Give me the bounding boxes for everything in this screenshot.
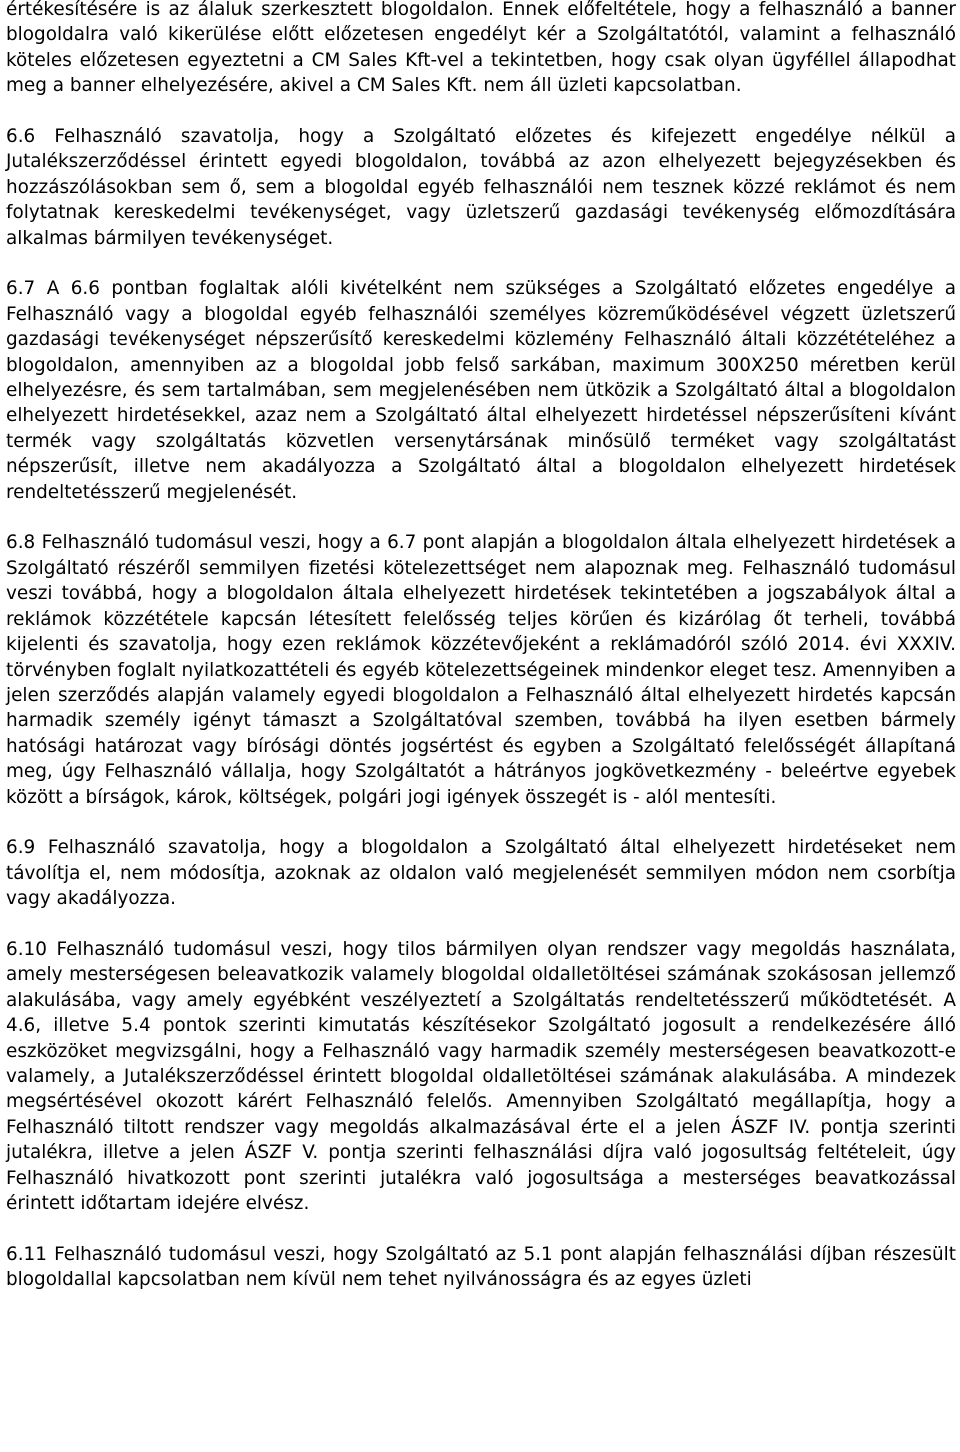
paragraph-6-9: 6.9 Felhasználó szavatolja, hogy a blogoldalon a Szolgáltató által elhelyezett hirdetéseket nem távolítja el, nem módosítja, azoknak az oldalon való megjelenését semmilyen módon nem csorbítja vagy akadályozza. <box>6 837 956 910</box>
paragraph-6-8: 6.8 Felhasználó tudomásul veszi, hogy a 6.7 pont alapján a blogoldalon általa elhelyezett hirdetések a Szolgáltató részéről semmilyen fizetési kötelezettséget nem alapoznak meg. Felhasználó tudomásul veszi továbbá, hogy a blogoldalon általa elhelyezett hirdetések tekintetében a jogszabályok által a reklámok közzététele kapcsán létesített felelősség teljes körűen és kizárólag őt terheli, továbbá kijelenti és szavatolja, hogy ezen reklámok közzétevőjeként a reklámadóról szóló 2014. évi XXXIV. törvényben foglalt nyilatkozattételi és egyéb kötelezettségeinek mindenkor eleget tesz. Amennyiben a jelen szerződés alapján valamely egyedi blogoldalon a Felhasználó által elhelyezett hirdetés kapcsán harmadik személy igényt támaszt a Szolgáltatóval szemben, továbbá ha ilyen esetben bármely hatósági határozat vagy bírósági döntés jogsértést és egyben a Szolgáltató felelősségét állapítaná meg, úgy Felhasználó vállalja, hogy Szolgáltatót a hátrányos jogkövetkezmény - beleértve egyebek között a bírságok, károk, költségek, polgári jogi igények összegét is - alól mentesíti. <box>6 532 956 808</box>
paragraph-spacer <box>6 1216 956 1241</box>
paragraph-spacer <box>6 505 956 530</box>
paragraph-spacer <box>6 810 956 835</box>
paragraph-6-10: 6.10 Felhasználó tudomásul veszi, hogy tilos bármilyen olyan rendszer vagy megoldás használata, amely mesterségesen beleavatkozik valamely blogoldal oldalletöltései számának szokásosan jellemző alakulásába, vagy amely egyébként veszélyeztetí a Szolgáltatás rendeltetésszerű működtetését. A 4.6, illetve 5.4 pontok szerinti kimutatás készítésekor Szolgáltató jogosult a rendelkezésére álló eszközöket megvizsgálni, hogy a Felhasználó vagy harmadik személy mesterségesen beavatkozott-e valamely, a Jutalékszerződéssel érintett blogoldal oldalletöltései számának alakulásába. A mindezek megsértésével okozott kárért Felhasználó felelős. Amennyiben Szolgáltató megállapítja, hogy a Felhasználó tiltott rendszer vagy megoldás alkalmazásával érte el a jelen ÁSZF IV. pontja szerinti jutalékra, illetve a jelen ÁSZF V. pontja szerinti felhasználási díjra való jogosultság feltételeit, úgy Felhasználó hivatkozott pont szerinti jutalékra való jogosultsága a mesterséges beavatkozással érintett időtartam idejére elvész. <box>6 938 956 1215</box>
paragraph-6-6: 6.6 Felhasználó szavatolja, hogy a Szolgáltató előzetes és kifejezett engedélye nélkül a Jutalékszerződéssel érintett egyedi blogoldalon, továbbá az azon elhelyezett bejegyzésekben és hozzászólásokban sem ő, sem a blogoldal egyéb felhasználói nem tesznek közzé reklámot és nem folytatnak kereskedelmi tevékenységet, vagy üzletszerű gazdasági tevékenység előmozdítására alkalmas bármilyen tevékenységet. <box>6 126 956 249</box>
document-page <box>6 0 956 1293</box>
paragraph-spacer <box>6 912 956 937</box>
paragraph-spacer <box>6 251 956 276</box>
paragraph-6-11: 6.11 Felhasználó tudomásul veszi, hogy Szolgáltató az 5.1 pont alapján felhasználási díjban részesült blogoldallal kapcsolatban nem kívül nem tehet nyilvánosságra és az egyes üzleti <box>6 1243 956 1291</box>
paragraph-continuation: értékesítésére is az álaluk szerkesztett blogoldalon. Ennek előfeltétele, hogy a felhasználó a banner blogoldalra való kikerülése előtt előzetesen engedélyt kér a Szolgáltatótól, valamint a felhasználó köteles előzetesen egyeztetni a CM Sales Kft-vel a tekintetben, hogy csak olyan ügyféllel állapodhat meg a banner elhelyezésére, akivel a CM Sales Kft. nem áll üzleti kapcsolatban. <box>6 0 956 97</box>
paragraph-spacer <box>6 99 956 124</box>
paragraph-6-7: 6.7 A 6.6 pontban foglaltak alóli kivételként nem szükséges a Szolgáltató előzetes engedélye a Felhasználó vagy a blogoldal egyéb felhasználói személyes közreműködésével végzett üzletszerű gazdasági tevékenységet népszerűsítő kereskedelmi közlemény Felhasználó általi közzétételéhez a blogoldalon, amennyiben az a blogoldal jobb felső sarkában, maximum 300X250 méretben kerül elhelyezésre, és sem tartalmában, sem megjelenésében nem ütközik a Szolgáltató által a blogoldalon elhelyezett hirdetésekkel, azaz nem a Szolgáltató által elhelyezett hirdetéssel népszerűsíteni kívánt termék vagy szolgáltatás közvetlen versenytársának minősülő terméket vagy szolgáltatást népszerűsít, illetve nem akadályozza a Szolgáltató által a blogoldalon elhelyezett hirdetések rendeltetésszerű megjelenését. <box>6 278 956 503</box>
